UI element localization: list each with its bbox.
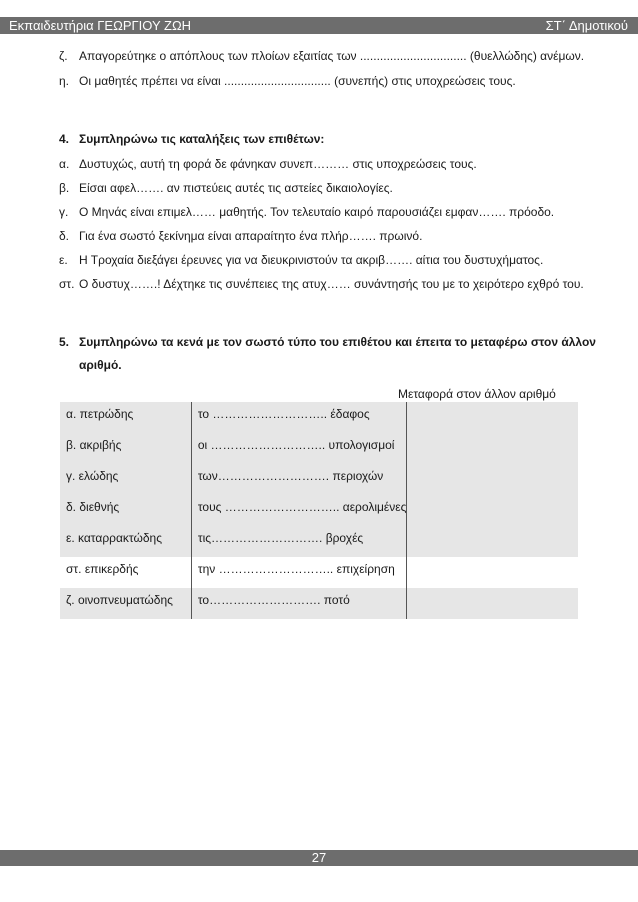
fill-phrase: τους ……………………….. αερολιμένες <box>197 500 407 514</box>
prev-item-i: η. Οι μαθητές πρέπει να είναι ................................ (συνεπής) στις υποχρεώσεις τους. <box>59 74 516 88</box>
adjective-word: ε. καταρρακτώδης <box>66 531 162 545</box>
fill-phrase: οι ……………………….. υπολογισμοί <box>197 438 395 452</box>
transfer-column-header: Μεταφορά στον άλλον αριθμό <box>398 387 556 401</box>
table-row <box>60 557 578 588</box>
grade-label: ΣΤ΄ Δημοτικού <box>545 18 628 33</box>
adjective-word: γ. ελώδης <box>66 469 119 483</box>
transfer-answer-cell[interactable] <box>407 464 578 495</box>
transfer-answer-cell[interactable] <box>407 433 578 464</box>
adjective-word: στ. επικερδής <box>66 562 139 576</box>
exercise-4-item-e: ε. Η Τροχαία διεξάγει έρευνες για να διευκρινιστούν τα ακριβ……. αίτια του δυστυχήματος. <box>59 253 544 267</box>
exercise-4-title: 4. Συμπληρώνω τις καταλήξεις των επιθέτων: <box>59 132 325 146</box>
adjective-word: β. ακριβής <box>66 438 122 452</box>
fill-phrase: την ……………………….. επιχείρηση <box>197 562 395 576</box>
adjective-word: δ. διεθνής <box>66 500 120 514</box>
table-row <box>60 433 578 464</box>
exercise-4-item-c: γ. Ο Μηνάς είναι επιμελ…… μαθητής. Τον τελευταίο καιρό παρουσιάζει εμφαν……. πρόοδο. <box>59 205 555 219</box>
fill-phrase: τις………………………. βροχές <box>197 531 364 545</box>
table-row <box>60 402 578 433</box>
fill-phrase: των………………………. περιοχών <box>197 469 384 483</box>
transfer-answer-cell[interactable] <box>407 526 578 557</box>
exercise-5-title: 5. Συμπληρώνω τα κενά με τον σωστό τύπο του επιθέτου και έπειτα το μεταφέρω στον άλλον <box>59 335 596 349</box>
transfer-answer-cell[interactable] <box>407 495 578 526</box>
table-row <box>60 526 578 557</box>
table-row <box>60 464 578 495</box>
adjective-word: α. πετρώδης <box>66 407 134 421</box>
exercise-5-table <box>60 402 578 619</box>
page-number: 27 <box>311 850 327 865</box>
fill-phrase: το ……………………….. έδαφος <box>197 407 370 421</box>
fill-phrase: το………………………. ποτό <box>197 593 350 607</box>
exercise-5-title-cont: αριθμό. <box>79 358 122 372</box>
transfer-answer-cell[interactable] <box>407 557 578 588</box>
table-row <box>60 495 578 526</box>
transfer-answer-cell[interactable] <box>407 402 578 433</box>
school-name: Εκπαιδευτήρια ΓΕΩΡΓΙΟΥ ΖΩΗ <box>9 18 192 33</box>
footer-bar <box>0 850 638 866</box>
transfer-answer-cell[interactable] <box>407 588 578 619</box>
header-bar <box>0 17 638 34</box>
exercise-4-item-d: δ. Για ένα σωστό ξεκίνημα είναι απαραίτητο ένα πλήρ……. πρωινό. <box>59 229 423 243</box>
exercise-4-item-a: α. Δυστυχώς, αυτή τη φορά δε φάνηκαν συνεπ……… στις υποχρεώσεις τους. <box>59 157 477 171</box>
prev-item-z: ζ. Απαγορεύτηκε ο απόπλους των πλοίων εξαιτίας των ................................ (θυελλώδης) ανέμων. <box>59 49 585 63</box>
exercise-4-item-st: στ. Ο δυστυχ…….! Δέχτηκε τις συνέπειες της ατυχ…… συνάντησής του με το χειρότερο εχθρό του. <box>59 277 584 291</box>
table-row <box>60 588 578 619</box>
exercise-4-item-b: β. Είσαι αφελ……. αν πιστεύεις αυτές τις αστείες δικαιολογίες. <box>59 181 393 195</box>
adjective-word: ζ. οινοπνευματώδης <box>66 593 173 607</box>
